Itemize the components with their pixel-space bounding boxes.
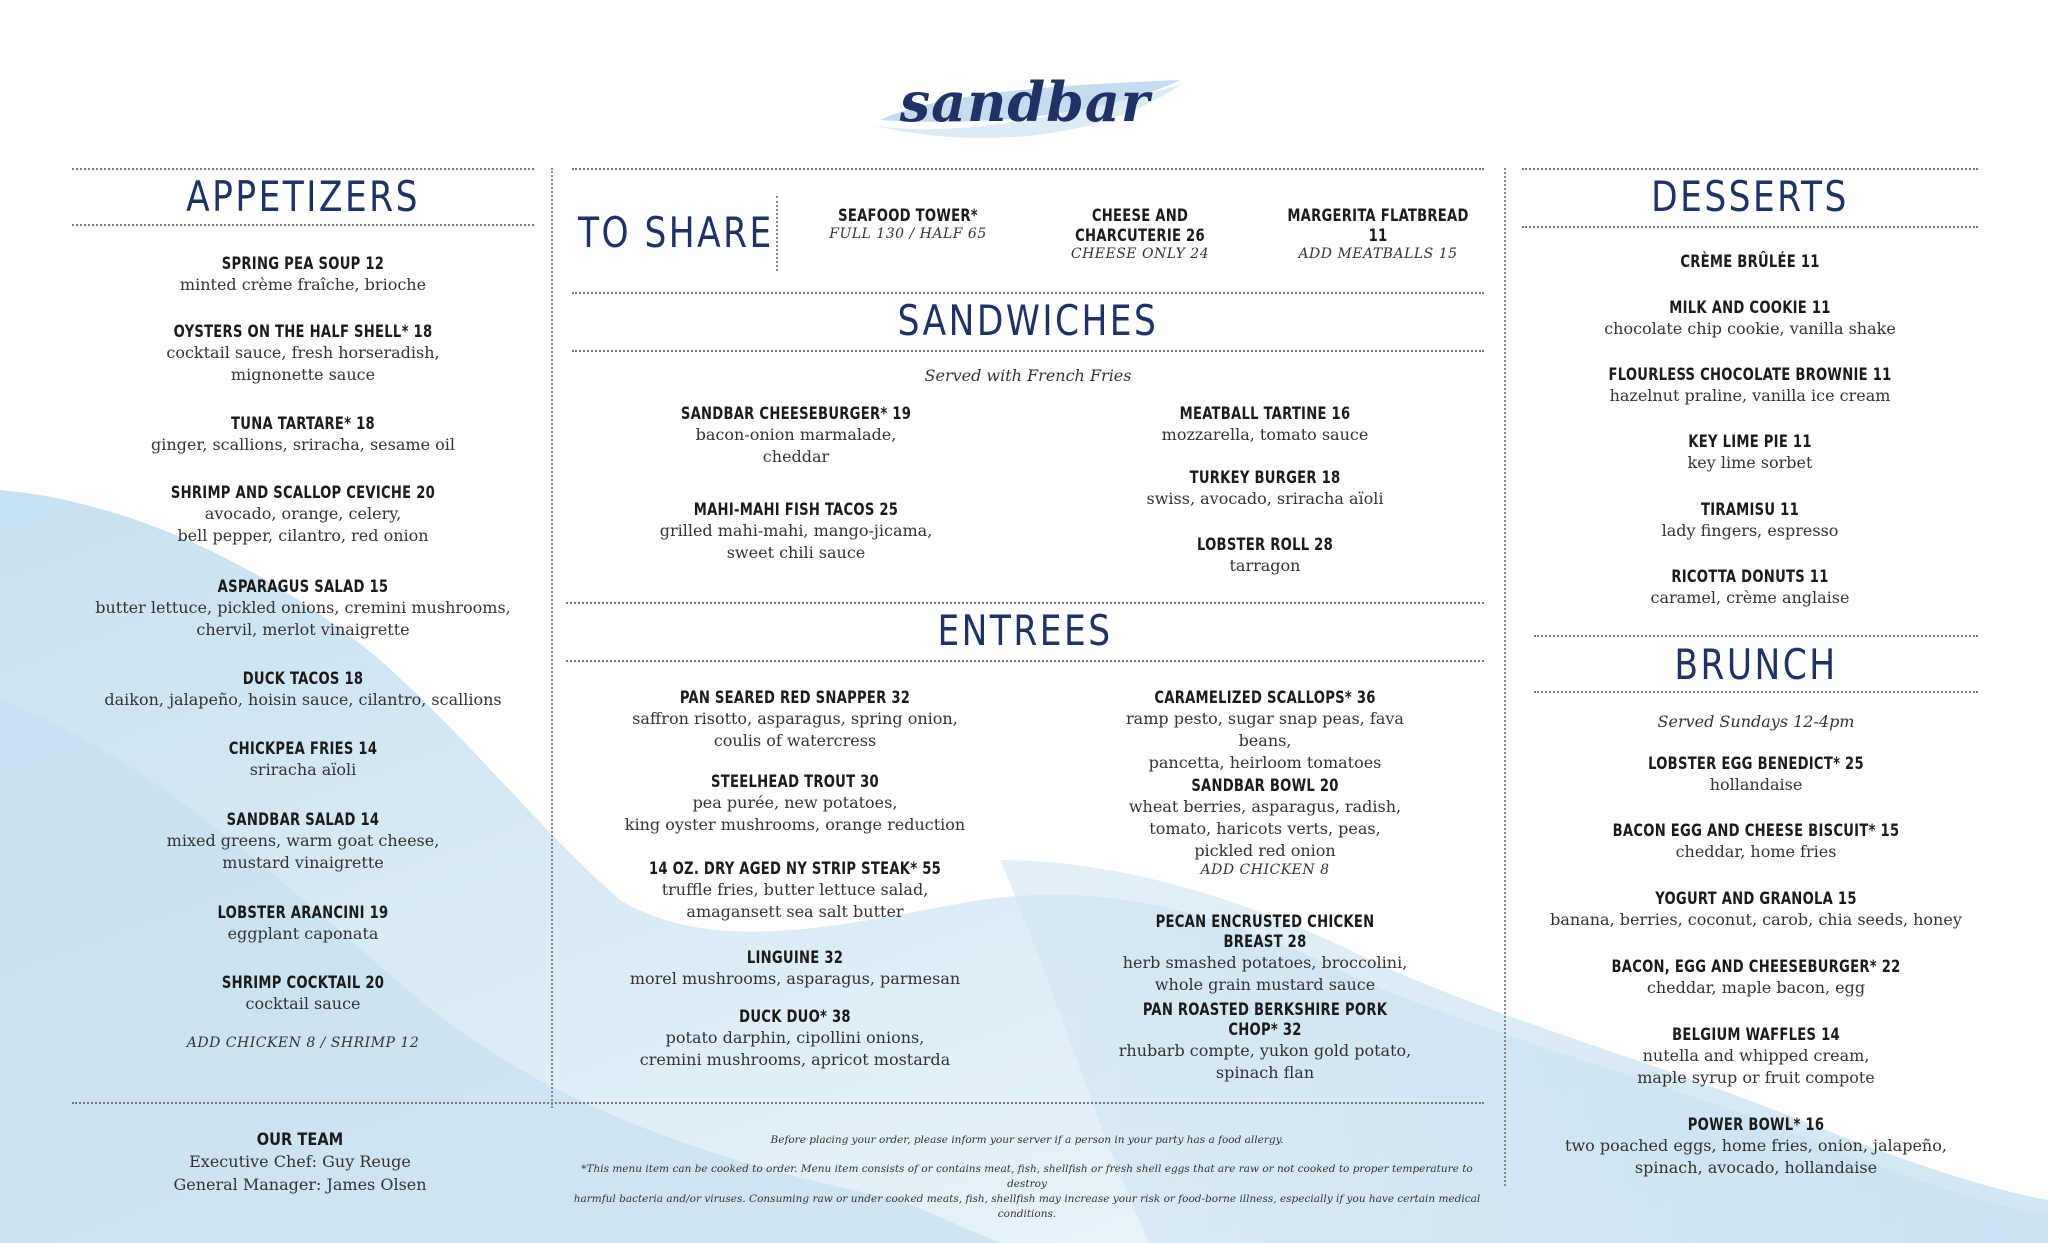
- list-item: [620, 772, 970, 859]
- item-name: CRÈME BRÛLÉE 11: [1680, 252, 1820, 272]
- item-name: SANDBAR CHEESEBURGER* 19: [680, 404, 912, 424]
- item-desc: amagansett sea salt butter: [686, 902, 904, 921]
- list-item: [1534, 1115, 1978, 1179]
- divider: [572, 292, 1484, 294]
- list-item: [72, 577, 534, 669]
- to-share-title: TO SHARE: [578, 208, 774, 257]
- item-name: SANDBAR SALAD 14: [226, 810, 380, 830]
- entrees-title: ENTREES: [937, 606, 1113, 655]
- item-name: LOBSTER ARANCINI 19: [217, 903, 389, 923]
- item-desc: chocolate chip cookie, vanilla shake: [1604, 319, 1896, 338]
- list-item: [72, 414, 534, 483]
- list-item: [72, 254, 534, 322]
- item-name: LINGUINE 32: [746, 948, 844, 968]
- item-desc: morel mushrooms, asparagus, parmesan: [629, 969, 961, 988]
- item-name: PAN ROASTED BERKSHIRE PORK CHOP* 32: [1142, 1000, 1388, 1040]
- item-name: MARGERITA FLATBREAD 11: [1287, 206, 1469, 246]
- list-item: [1534, 1025, 1978, 1115]
- item-desc: key lime sorbet: [1687, 453, 1813, 472]
- list-item: [640, 404, 952, 500]
- executive-chef: Executive Chef: Guy Reuge: [189, 1152, 411, 1171]
- desserts-list: [1522, 252, 1978, 609]
- sandwiches-served-note: [572, 366, 1484, 385]
- brunch-title: BRUNCH: [1674, 640, 1838, 689]
- item-name: LOBSTER EGG BENEDICT* 25: [1648, 754, 1864, 774]
- item-desc: bacon-onion marmalade,: [695, 425, 897, 444]
- item-desc: potato darphin, cipollini onions,: [665, 1028, 925, 1047]
- list-item: [72, 903, 534, 973]
- divider: [1534, 635, 1978, 637]
- our-team: [150, 1130, 450, 1196]
- share-item: [798, 206, 1018, 242]
- item-note: FULL 130 / HALF 65: [829, 226, 987, 242]
- item-note: CHEESE ONLY 24: [1070, 246, 1210, 262]
- item-name: KEY LIME PIE 11: [1688, 432, 1812, 452]
- item-desc: truffle fries, butter lettuce salad,: [661, 880, 929, 899]
- item-desc: pickled red onion: [1194, 841, 1336, 860]
- share-divider: [776, 196, 778, 271]
- appetizers-add-note: ADD CHICKEN 8 / SHRIMP 12: [186, 1035, 420, 1051]
- item-desc: ginger, scallions, sriracha, sesame oil: [151, 435, 455, 454]
- list-item: [1522, 432, 1978, 500]
- item-name: BELGIUM WAFFLES 14: [1672, 1025, 1840, 1045]
- item-name: RICOTTA DONUTS 11: [1671, 567, 1829, 587]
- item-name: SANDBAR BOWL 20: [1191, 776, 1339, 796]
- item-name: TUNA TARTARE* 18: [231, 414, 375, 434]
- list-item: [72, 483, 534, 577]
- divider: [572, 350, 1484, 352]
- brunch-list: [1534, 754, 1978, 1179]
- item-desc: maple syrup or fruit compote: [1637, 1068, 1875, 1087]
- divider: [1522, 226, 1978, 228]
- list-item: [1120, 404, 1410, 468]
- item-name: PECAN ENCRUSTED CHICKEN BREAST 28: [1155, 912, 1375, 952]
- item-desc: banana, berries, coconut, carob, chia seeds, honey: [1550, 910, 1962, 929]
- raw-food-warning: [570, 1162, 1484, 1222]
- item-desc: hollandaise: [1709, 775, 1803, 794]
- item-desc: cheddar, home fries: [1675, 842, 1837, 861]
- divider: [566, 660, 1484, 662]
- list-item: [620, 948, 970, 1007]
- item-desc: avocado, orange, celery,: [204, 504, 402, 523]
- warning-line: *This menu item can be cooked to order. Menu item consists of or contains meat, fish, shellfish or fresh shell eggs that are raw or not cooked to proper temperature to destroy: [581, 1163, 1473, 1190]
- appetizers-title: APPETIZERS: [186, 172, 420, 221]
- list-item: [1120, 535, 1410, 577]
- item-note: ADD MEATBALLS 15: [1298, 246, 1458, 262]
- item-desc: tarragon: [1229, 556, 1301, 575]
- item-desc: swiss, avocado, sriracha aïoli: [1146, 489, 1384, 508]
- item-desc: tomato, haricots verts, peas,: [1149, 819, 1381, 838]
- item-desc: spinach flan: [1215, 1063, 1315, 1082]
- list-item: [72, 739, 534, 810]
- item-desc: eggplant caponata: [227, 924, 379, 943]
- list-item: [620, 688, 970, 772]
- item-desc: whole grain mustard sauce: [1154, 975, 1376, 994]
- item-name: 14 OZ. DRY AGED NY STRIP STEAK* 55: [648, 859, 942, 879]
- divider: [1534, 691, 1978, 693]
- item-desc: daikon, jalapeño, hoisin sauce, cilantro, scallions: [104, 690, 502, 709]
- item-name: STEELHEAD TROUT 30: [711, 772, 879, 792]
- item-name: POWER BOWL* 16: [1687, 1115, 1825, 1135]
- list-item: [1522, 567, 1978, 609]
- list-item: [72, 810, 534, 903]
- served-text: Served with French Fries: [924, 366, 1132, 385]
- item-name: SHRIMP AND SCALLOP CEVICHE 20: [170, 483, 436, 503]
- list-item: [620, 1007, 970, 1071]
- brand-logo: [860, 62, 1190, 142]
- item-desc: saffron risotto, asparagus, spring onion,: [632, 709, 958, 728]
- list-item: [620, 859, 970, 948]
- item-name: CARAMELIZED SCALLOPS* 36: [1154, 688, 1376, 708]
- item-desc: cocktail sauce, fresh horseradish,: [166, 343, 440, 362]
- desserts-title: DESSERTS: [1651, 172, 1849, 221]
- item-desc: lady fingers, espresso: [1661, 521, 1839, 540]
- sandwiches-left: [640, 404, 952, 564]
- item-desc: chervil, merlot vinaigrette: [196, 620, 410, 639]
- item-desc: hazelnut praline, vanilla ice cream: [1609, 386, 1891, 405]
- item-desc: mignonette sauce: [230, 365, 376, 384]
- list-item: [1534, 754, 1978, 821]
- item-name: BACON, EGG AND CHEESEBURGER* 22: [1611, 957, 1901, 977]
- item-name: LOBSTER ROLL 28: [1196, 535, 1334, 555]
- item-name: FLOURLESS CHOCOLATE BROWNIE 11: [1608, 365, 1892, 385]
- item-name: TIRAMISU 11: [1700, 500, 1800, 520]
- item-name: CHEESE AND CHARCUTERIE 26: [1075, 206, 1205, 246]
- item-desc: herb smashed potatoes, broccolini,: [1122, 953, 1408, 972]
- list-item: [1110, 688, 1420, 776]
- divider: [72, 168, 534, 170]
- team-title: OUR TEAM: [256, 1130, 344, 1150]
- list-item: [1522, 365, 1978, 432]
- column-divider: [1504, 168, 1506, 1186]
- item-desc: cocktail sauce: [245, 994, 361, 1013]
- sandwiches-right: [1120, 404, 1410, 577]
- item-desc: mozzarella, tomato sauce: [1161, 425, 1369, 444]
- list-item: [1120, 468, 1410, 535]
- list-item: [72, 973, 534, 1035]
- item-name: SHRIMP COCKTAIL 20: [221, 973, 385, 993]
- item-desc: butter lettuce, pickled onions, cremini mushrooms,: [95, 598, 511, 617]
- list-item: [1110, 1000, 1420, 1084]
- appetizers-list: [72, 254, 534, 1051]
- share-item: [1020, 206, 1260, 262]
- entrees-left: [620, 688, 970, 1071]
- item-name: BACON EGG AND CHEESE BISCUIT* 15: [1612, 821, 1900, 841]
- divider: [566, 602, 1484, 604]
- divider: [1522, 168, 1978, 170]
- item-note: ADD CHICKEN 8: [1200, 862, 1330, 878]
- divider: [72, 224, 534, 226]
- item-desc: sweet chili sauce: [726, 543, 866, 562]
- item-desc: ramp pesto, sugar snap peas, fava beans,: [1126, 709, 1404, 750]
- item-desc: pea purée, new potatoes,: [692, 793, 898, 812]
- item-desc: two poached eggs, home fries, onion, jalapeño,: [1565, 1136, 1947, 1155]
- footer-divider: [72, 1102, 1484, 1104]
- item-desc: rhubarb compte, yukon gold potato,: [1118, 1041, 1412, 1060]
- item-name: YOGURT AND GRANOLA 15: [1655, 889, 1857, 909]
- item-desc: wheat berries, asparagus, radish,: [1128, 797, 1402, 816]
- item-name: ASPARAGUS SALAD 15: [217, 577, 389, 597]
- list-item: [1522, 500, 1978, 567]
- item-desc: sriracha aïoli: [249, 760, 357, 779]
- logo-text: sandbar: [899, 70, 1151, 134]
- served-text: Served Sundays 12-4pm: [1657, 712, 1855, 731]
- item-name: PAN SEARED RED SNAPPER 32: [679, 688, 911, 708]
- item-name: MAHI-MAHI FISH TACOS 25: [693, 500, 899, 520]
- item-name: TURKEY BURGER 18: [1189, 468, 1341, 488]
- item-name: DUCK DUO* 38: [739, 1007, 851, 1027]
- list-item: [1534, 889, 1978, 957]
- item-name: CHICKPEA FRIES 14: [228, 739, 378, 759]
- item-desc: caramel, crème anglaise: [1650, 588, 1850, 607]
- list-item: [72, 322, 534, 414]
- item-desc: spinach, avocado, hollandaise: [1634, 1158, 1878, 1177]
- item-desc: coulis of watercress: [713, 731, 877, 750]
- warning-line: harmful bacteria and/or viruses. Consuming raw or under cooked meats, fish, shellfish may increase your risk or food-borne illness, especially if you have certain medical conditions.: [573, 1193, 1481, 1220]
- entrees-right: [1110, 688, 1420, 1084]
- list-item: [72, 669, 534, 739]
- column-divider: [551, 168, 553, 1108]
- item-desc: grilled mahi-mahi, mango-jicama,: [659, 521, 933, 540]
- item-name: MEATBALL TARTINE 16: [1179, 404, 1351, 424]
- list-item: [640, 500, 952, 564]
- share-item: [1268, 206, 1488, 262]
- brunch-served-note: [1534, 712, 1978, 731]
- item-desc: mustard vinaigrette: [222, 853, 384, 872]
- item-desc: bell pepper, cilantro, red onion: [177, 526, 429, 545]
- list-item: [1522, 252, 1978, 298]
- item-desc: pancetta, heirloom tomatoes: [1148, 753, 1382, 772]
- item-name: DUCK TACOS 18: [242, 669, 364, 689]
- item-desc: nutella and whipped cream,: [1642, 1046, 1870, 1065]
- list-item: [1522, 298, 1978, 365]
- list-item: [1110, 912, 1420, 1000]
- divider: [572, 168, 1484, 170]
- sandwiches-title: SANDWICHES: [897, 296, 1159, 345]
- item-desc: cheddar, maple bacon, egg: [1646, 978, 1866, 997]
- item-name: SEAFOOD TOWER*: [838, 206, 978, 226]
- allergy-notice: Before placing your order, please inform your server if a person in your party has a food allergy.: [770, 1134, 1284, 1146]
- item-desc: king oyster mushrooms, orange reduction: [624, 815, 966, 834]
- item-desc: cheddar: [762, 447, 830, 466]
- item-name: MILK AND COOKIE 11: [1669, 298, 1831, 318]
- list-item: [1534, 821, 1978, 889]
- list-item: [1534, 957, 1978, 1025]
- item-desc: minted crème fraîche, brioche: [179, 275, 427, 294]
- general-manager: General Manager: James Olsen: [173, 1175, 427, 1194]
- item-desc: cremini mushrooms, apricot mostarda: [639, 1050, 951, 1069]
- item-name: SPRING PEA SOUP 12: [221, 254, 385, 274]
- item-desc: mixed greens, warm goat cheese,: [166, 831, 440, 850]
- item-name: OYSTERS ON THE HALF SHELL* 18: [173, 322, 433, 342]
- list-item: [1110, 776, 1420, 912]
